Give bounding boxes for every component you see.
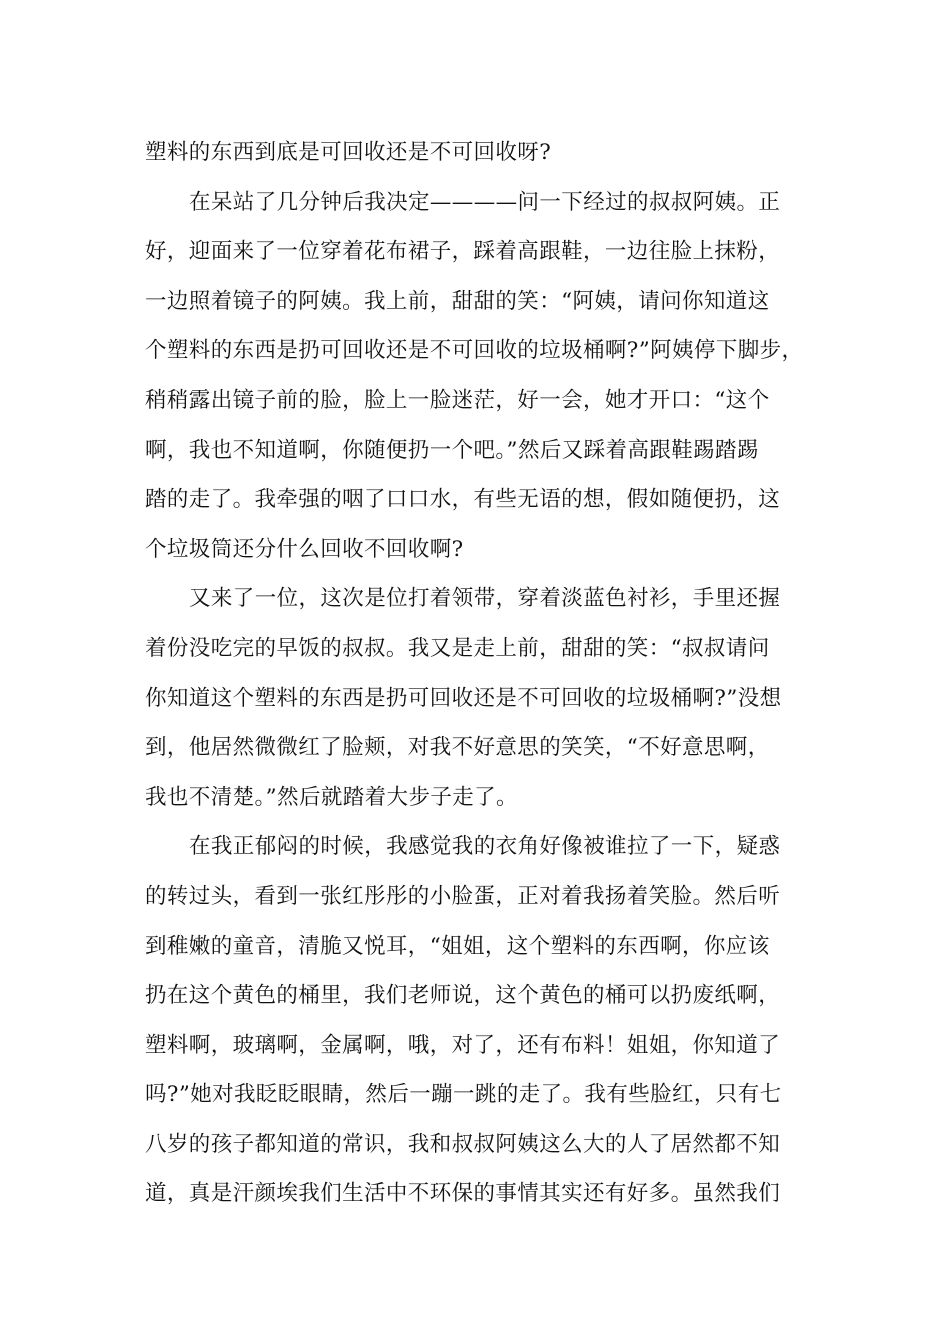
text-line: 到稚嫩的童音，清脆又悦耳，“姐姐，这个塑料的东西啊，你应该 [145, 933, 770, 959]
text-line: 着份没吃完的早饭的叔叔。我又是走上前，甜甜的笑：“叔叔请问 [145, 635, 770, 661]
text-line: 我也不清楚。”然后就踏着大步子走了。 [145, 784, 518, 810]
text-line: 个塑料的东西是扔可回收还是不可回收的垃圾桶啊?”阿姨停下脚步， [145, 338, 804, 364]
text-line: 踏的走了。我牵强的咽了口口水，有些无语的想，假如随便扔，这 [145, 487, 781, 513]
text-line: 吗?”她对我眨眨眼睛，然后一蹦一跳的走了。我有些脸红，只有七 [145, 1082, 782, 1108]
text-line: 八岁的孩子都知道的常识，我和叔叔阿姨这么大的人了居然都不知 [145, 1131, 781, 1157]
paragraph-first-line: 在呆站了几分钟后我决定————问一下经过的叔叔阿姨。正 [189, 189, 781, 215]
text-line: 道，真是汗颜埃我们生活中不环保的事情其实还有好多。虽然我们 [145, 1181, 781, 1207]
text-line: 塑料的东西到底是可回收还是不可回收呀? [145, 140, 552, 165]
text-line: 扔在这个黄色的桶里，我们老师说，这个黄色的桶可以扔废纸啊， [145, 983, 781, 1009]
paragraph-first-line: 在我正郁闷的时候，我感觉我的衣角好像被谁拉了一下，疑惑 [189, 834, 781, 860]
text-line: 的转过头，看到一张红彤彤的小脸蛋，正对着我扬着笑脸。然后听 [145, 883, 781, 909]
text-line: 到，他居然微微红了脸颊，对我不好意思的笑笑，“不好意思啊， [145, 735, 770, 761]
text-line: 你知道这个塑料的东西是扔可回收还是不可回收的垃圾桶啊?”没想 [145, 685, 782, 711]
text-line: 稍稍露出镜子前的脸，脸上一脸迷茫，好一会，她才开口：“这个 [145, 387, 770, 413]
text-line: 好，迎面来了一位穿着花布裙子，踩着高跟鞋，一边往脸上抹粉， [145, 239, 781, 265]
text-line: 啊，我也不知道啊，你随便扔一个吧。”然后又踩着高跟鞋踢踏踢 [145, 437, 759, 463]
text-line: 塑料啊，玻璃啊，金属啊，哦，对了，还有布料！姐姐，你知道了 [145, 1032, 781, 1058]
body-text [145, 128, 815, 1219]
paragraph-first-line: 又来了一位，这次是位打着领带，穿着淡蓝色衬衫，手里还握 [189, 586, 781, 612]
text-line: 个垃圾筒还分什么回收不回收啊? [145, 536, 464, 562]
text-line: 一边照着镜子的阿姨。我上前，甜甜的笑：“阿姨，请问你知道这 [145, 288, 770, 314]
